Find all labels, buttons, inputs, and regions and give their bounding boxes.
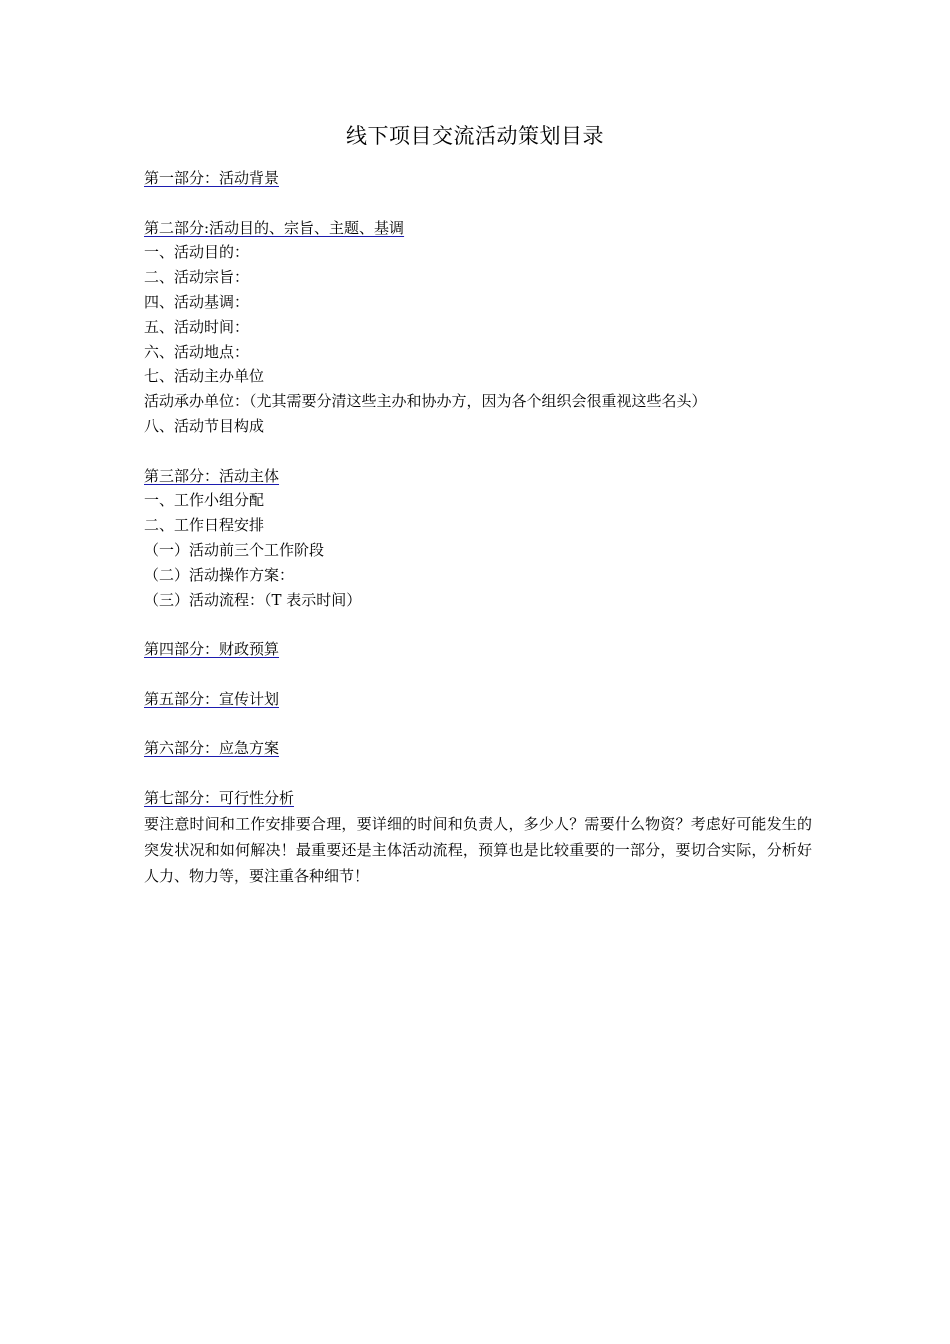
section-heading: 第一部分：活动背景 — [144, 169, 280, 187]
list-item: 一、工作小组分配 — [144, 491, 265, 510]
section-7 — [144, 786, 812, 811]
document-title: 线下项目交流活动策划目录 — [346, 124, 604, 148]
list-item: 二、活动宗旨： — [144, 268, 250, 287]
list-item: 八、活动节目构成 — [144, 416, 265, 435]
section-4 — [144, 637, 812, 662]
blank-line — [144, 191, 812, 216]
section-2 — [144, 216, 812, 241]
list-item: 七、活动主办单位 — [144, 367, 265, 386]
body-paragraph: 要注意时间和工作安排要合理，要详细的时间和负责人，多少人？需要什么物资？考虑好可能发生的突发状况和如何解决！最重要还是主体活动流程，预算也是比较重要的一部分，要切合实际，分析好人力、物力等，要注重各种细节！ — [144, 814, 812, 885]
blank-line — [144, 612, 812, 637]
list-item: 一、活动目的： — [144, 243, 250, 262]
blank-line — [144, 662, 812, 687]
document-body — [144, 166, 812, 889]
list-item: （三）活动流程：（T 表示时间） — [144, 590, 362, 609]
section-1 — [144, 166, 812, 191]
section-heading: 第六部分：应急方案 — [144, 739, 280, 758]
section-5 — [144, 687, 812, 712]
section-heading: 第二部分:活动目的、宗旨、主题、基调 — [144, 218, 405, 237]
list-item: 四、活动基调： — [144, 292, 250, 311]
list-item: （二）活动操作方案： — [144, 565, 295, 584]
list-item: 六、活动地点： — [144, 342, 250, 361]
blank-line — [144, 439, 812, 464]
list-item: （一）活动前三个工作阶段 — [144, 540, 325, 559]
blank-line — [144, 761, 812, 786]
section-6 — [144, 736, 812, 761]
section-heading: 第三部分：活动主体 — [144, 466, 280, 485]
list-item: 二、工作日程安排 — [144, 516, 265, 535]
list-item: 五、活动时间： — [144, 317, 250, 336]
blank-line — [144, 712, 812, 737]
list-item: 活动承办单位：（尤其需要分清这些主办和协办方，因为各个组织会很重视这些名头） — [144, 392, 707, 411]
section-3 — [144, 464, 812, 489]
section-heading: 第七部分：可行性分析 — [144, 788, 295, 807]
section-heading: 第四部分：财政预算 — [144, 640, 280, 659]
section-heading: 第五部分：宣传计划 — [144, 689, 280, 708]
